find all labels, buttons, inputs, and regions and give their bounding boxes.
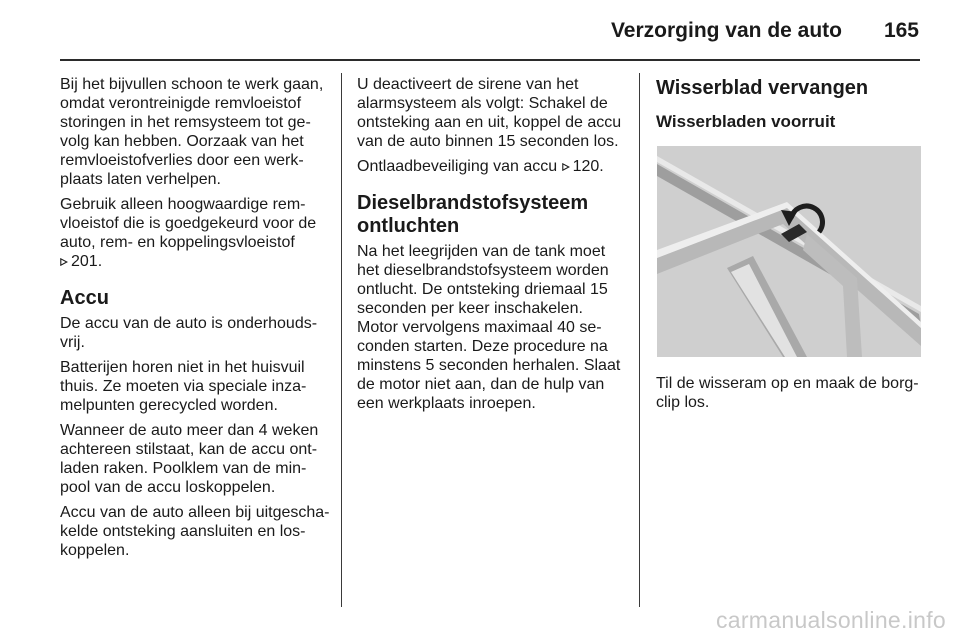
paragraph-brake-fluid-quality: Gebruik alleen hoogwaardige rem-vloeistof die is goedgekeurd voor de auto, rem- en koppelingsvloeistof 201. xyxy=(60,196,317,270)
wiper-blade-illustration xyxy=(657,146,921,357)
paragraph-battery-disposal: Batterijen horen niet in het huisvuil thuis. Ze moeten via speciale inza-melpunten gerecycled worden. xyxy=(60,359,307,414)
paragraph-alarm-siren: U deactiveert de sirene van het alarmsysteem als volgt: Schakel de ontsteking aan en uit, koppel de accu van de auto binnen 15 seconden los. xyxy=(357,76,622,150)
paragraph-discharge-protection: Ontlaadbeveiliging van accu 120. xyxy=(357,158,604,175)
paragraph-accu-maintenance: De accu van de auto is onderhouds-vrij. xyxy=(60,315,318,351)
subheading-front-wipers: Wisserbladen voorruit xyxy=(656,112,836,131)
figure-caption: Til de wisseram op en maak de borg-clip los. xyxy=(656,375,919,411)
page-reference-link[interactable]: 120. xyxy=(572,158,604,175)
page-reference-link[interactable]: 201. xyxy=(71,253,103,270)
section-heading-accu: Accu xyxy=(60,287,109,309)
paragraph-brake-fluid-cleanliness: Bij het bijvullen schoon te werk gaan, omdat verontreinigde remvloeistof storingen in het remsysteem tot ge-volg kan hebben. Oorzaak van het remvloeistofverlies door een werk-plaats laten verhelpen. xyxy=(60,76,324,188)
page-reference-icon xyxy=(60,258,68,266)
page-number: 165 xyxy=(883,19,919,42)
column-divider-1 xyxy=(341,73,342,607)
column-1 xyxy=(60,75,332,566)
page-reference-icon xyxy=(562,163,570,171)
paragraph-battery-connect: Accu van de auto alleen bij uitgescha-kelde ontsteking aansluiten en los-koppelen. xyxy=(60,504,330,559)
section-heading-diesel: Dieselbrandstofsysteem ontluchten xyxy=(357,192,589,237)
column-2 xyxy=(357,75,627,419)
wiper-arm-drawing xyxy=(657,146,921,357)
header-divider xyxy=(60,59,920,61)
column-divider-2 xyxy=(639,73,640,607)
section-heading-wiper: Wisserblad vervangen xyxy=(656,77,869,99)
header-title: Verzorging van de auto xyxy=(610,19,842,42)
page-header xyxy=(0,0,960,62)
column-3 xyxy=(656,75,926,418)
paragraph-battery-discharge: Wanneer de auto meer dan 4 weken achtereen stilstaat, kan de accu ont-laden raken. Poolklem van de min-pool van de accu loskoppelen. xyxy=(60,422,319,496)
watermark: carmanualsonline.info xyxy=(715,607,946,633)
paragraph-diesel-bleeding: Na het leegrijden van de tank moet het dieselbrandstofsysteem worden ontlucht. De ontsteking driemaal 15 seconden per keer inschakelen. Motor vervolgens maximaal 40 se-conden starten. Deze procedure na minstens 5 seconden herhalen. Slaat de motor niet aan, dan de hulp van een werkplaats inroepen. xyxy=(357,243,621,412)
